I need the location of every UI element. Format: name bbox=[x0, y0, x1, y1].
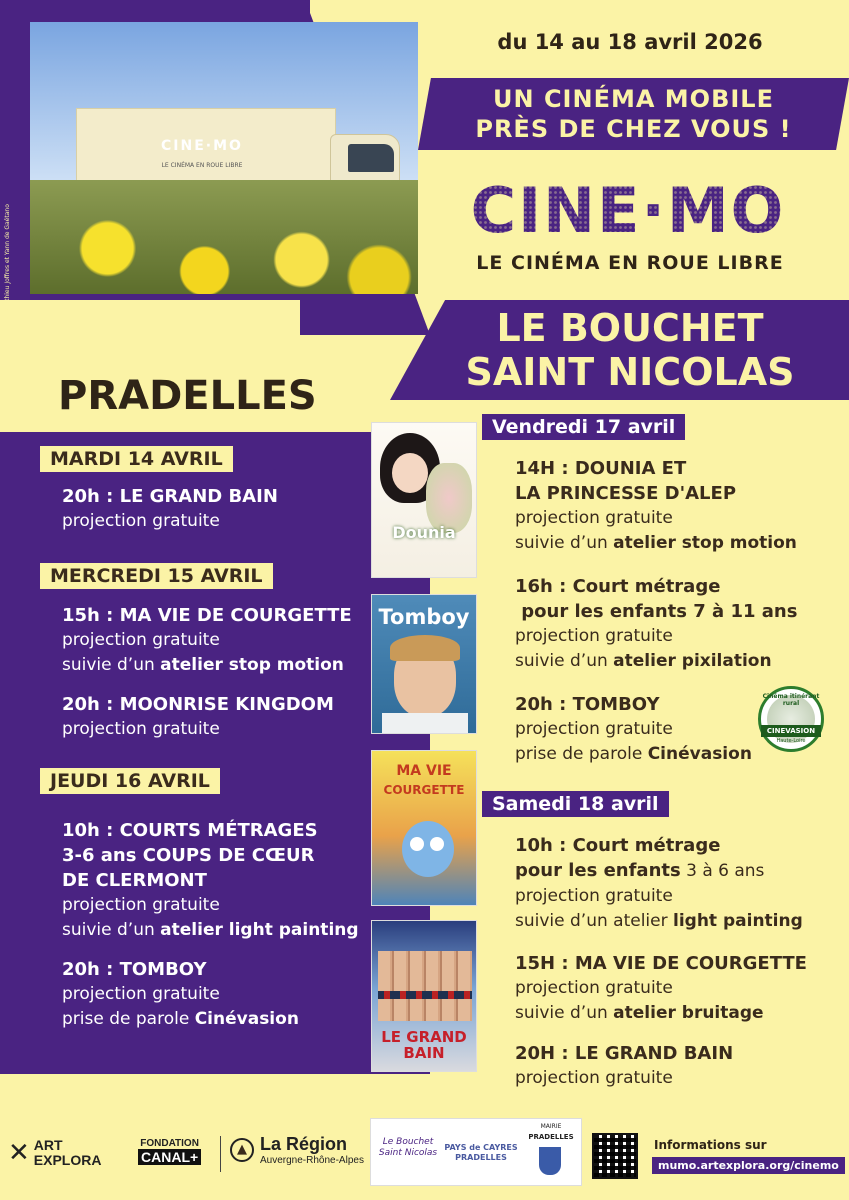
art-explora-icon: ✕ bbox=[8, 1138, 30, 1168]
mairie-crest-icon bbox=[539, 1147, 561, 1175]
event-title-2: pour les enfants 3 à 6 ans bbox=[515, 860, 765, 881]
event-title: 20h : TOMBOY bbox=[62, 959, 207, 980]
event-title: 10h : COURTS MÉTRAGES bbox=[62, 820, 318, 841]
event-vendredi-14h bbox=[515, 456, 797, 556]
poster-grand-bain bbox=[371, 920, 477, 1072]
event-line: projection gratuite bbox=[62, 511, 220, 531]
event-line: suivie d’un atelier light painting bbox=[515, 911, 803, 931]
logo-subtitle: LE CINÉMA EN ROUE LIBRE bbox=[476, 252, 784, 274]
poster-tomboy-title: Tomboy bbox=[378, 605, 470, 629]
event-line: suivie d’un atelier stop motion bbox=[62, 655, 344, 675]
region-text-2: Auvergne-Rhône-Alpes bbox=[260, 1155, 364, 1166]
badge-band-text: CINEVASION bbox=[761, 725, 821, 737]
event-line: projection gratuite bbox=[62, 984, 220, 1004]
day-label-vendredi: Vendredi 17 avril bbox=[482, 414, 685, 440]
badge-top-text: Cinéma itinérant rural bbox=[762, 693, 820, 707]
footer-divider bbox=[220, 1136, 221, 1172]
event-mercredi-20h bbox=[62, 692, 334, 742]
poster-dounia bbox=[371, 422, 477, 578]
truck-window bbox=[348, 144, 394, 172]
tagline-line2: PRÈS DE CHEZ VOUS ! bbox=[475, 115, 792, 143]
event-line: suivie d’un atelier bruitage bbox=[515, 1003, 764, 1023]
day-label-mardi: MARDI 14 AVRIL bbox=[40, 446, 233, 472]
event-line: suivie d’un atelier stop motion bbox=[515, 533, 797, 553]
event-vendredi-20h bbox=[515, 692, 752, 767]
event-title: 16h : Court métrage bbox=[515, 576, 721, 597]
poster-courgette-line1: MA VIE bbox=[396, 763, 452, 779]
rapeseed-field bbox=[30, 180, 418, 294]
pradelles-title: PRADELLES bbox=[58, 373, 317, 419]
day-label-jeudi: JEUDI 16 AVRIL bbox=[40, 768, 220, 794]
region-icon: ▲ bbox=[230, 1138, 254, 1162]
event-line: projection gratuite bbox=[515, 719, 673, 739]
bouchet-title bbox=[420, 306, 840, 394]
info-label: Informations sur bbox=[654, 1138, 767, 1152]
event-dates: du 14 au 18 avril 2026 bbox=[497, 30, 763, 54]
event-line: prise de parole Cinévasion bbox=[515, 744, 752, 764]
event-title: 3-6 ans COUPS DE CŒUR bbox=[62, 845, 315, 866]
partner-cayres: PAYS de CAYRES PRADELLES bbox=[444, 1143, 518, 1162]
poster-bain-title: LE GRAND BAIN bbox=[381, 1028, 467, 1062]
region-logo bbox=[230, 1134, 364, 1166]
hero-photo bbox=[30, 22, 418, 294]
art-explora-text-2: EXPLORA bbox=[33, 1152, 102, 1168]
partner-bouchet: Le Bouchet Saint Nicolas bbox=[378, 1137, 438, 1158]
event-samedi-15h bbox=[515, 951, 807, 1026]
badge-bottom-text: Haute-Loire bbox=[776, 738, 806, 744]
event-line: suivie d’un atelier pixilation bbox=[515, 651, 772, 671]
event-mercredi-15h bbox=[62, 603, 352, 678]
event-title: 14H : DOUNIA ET bbox=[515, 458, 687, 479]
partner-mairie-2: PRADELLES bbox=[528, 1133, 574, 1141]
event-title: LA PRINCESSE D'ALEP bbox=[515, 483, 737, 504]
poster-tomboy bbox=[371, 594, 477, 734]
event-title: 15h : MA VIE DE COURGETTE bbox=[62, 605, 352, 626]
event-title: 20H : LE GRAND BAIN bbox=[515, 1043, 734, 1064]
event-samedi-20h bbox=[515, 1041, 733, 1091]
event-line: projection gratuite bbox=[62, 719, 220, 739]
event-title: pour les enfants 7 à 11 ans bbox=[515, 601, 798, 622]
event-line: projection gratuite bbox=[515, 508, 673, 528]
info-url-link[interactable]: mumo.artexplora.org/cinemo bbox=[652, 1157, 845, 1174]
event-title: 20h : LE GRAND BAIN bbox=[62, 486, 278, 507]
event-line: prise de parole Cinévasion bbox=[62, 1009, 299, 1029]
poster-dounia-title: Dounia bbox=[392, 523, 456, 542]
tagline bbox=[418, 84, 849, 144]
fondation-text: FONDATION bbox=[140, 1138, 199, 1149]
event-title: DE CLERMONT bbox=[62, 870, 207, 891]
event-title: 20h : TOMBOY bbox=[515, 694, 660, 715]
qr-code[interactable] bbox=[592, 1133, 638, 1179]
event-line: projection gratuite bbox=[515, 626, 673, 646]
day-label-mercredi: MERCREDI 15 AVRIL bbox=[40, 563, 273, 589]
tagline-line1: UN CINÉMA MOBILE bbox=[493, 85, 774, 113]
event-title: 20h : MOONRISE KINGDOM bbox=[62, 694, 334, 715]
truck-sub-text: LE CINÉMA EN ROUE LIBRE bbox=[161, 162, 243, 169]
event-line: projection gratuite bbox=[515, 1068, 673, 1088]
bouchet-line2: SAINT NICOLAS bbox=[465, 350, 795, 394]
day-label-samedi: Samedi 18 avril bbox=[482, 791, 669, 817]
event-line: suivie d’un atelier light painting bbox=[62, 920, 359, 940]
poster-courgette-line2: COURGETTE bbox=[383, 783, 465, 797]
event-line: projection gratuite bbox=[515, 978, 673, 998]
region-text-1: La Région bbox=[260, 1134, 348, 1154]
truck-logo-text: CINE·MO bbox=[161, 138, 243, 154]
event-jeudi-10h bbox=[62, 818, 359, 943]
event-samedi-10h bbox=[515, 833, 803, 934]
event-line: projection gratuite bbox=[515, 886, 673, 906]
event-mardi-20h bbox=[62, 484, 278, 534]
poster-courgette bbox=[371, 750, 477, 906]
art-explora-logo bbox=[8, 1138, 101, 1168]
cinemo-logo-text: CINE·MO bbox=[470, 180, 786, 240]
art-explora-text-1: ART bbox=[33, 1137, 63, 1153]
event-title: 15H : MA VIE DE COURGETTE bbox=[515, 953, 807, 974]
event-line: projection gratuite bbox=[62, 630, 220, 650]
partners-logos bbox=[370, 1118, 582, 1186]
partner-mairie-1: MAIRIE bbox=[540, 1123, 562, 1130]
event-jeudi-20h bbox=[62, 957, 299, 1032]
cinemo-logo bbox=[458, 180, 798, 240]
bouchet-line1: LE BOUCHET bbox=[496, 306, 764, 350]
fondation-canal-logo bbox=[138, 1138, 201, 1165]
cinevasion-badge bbox=[758, 686, 824, 752]
event-title: 10h : Court métrage bbox=[515, 835, 721, 856]
event-vendredi-16h bbox=[515, 574, 797, 674]
photo-credit: © Matthieu Joffres et Yann de Gaétano bbox=[4, 204, 11, 320]
canal-text: CANAL+ bbox=[138, 1149, 201, 1165]
event-line: projection gratuite bbox=[62, 895, 220, 915]
